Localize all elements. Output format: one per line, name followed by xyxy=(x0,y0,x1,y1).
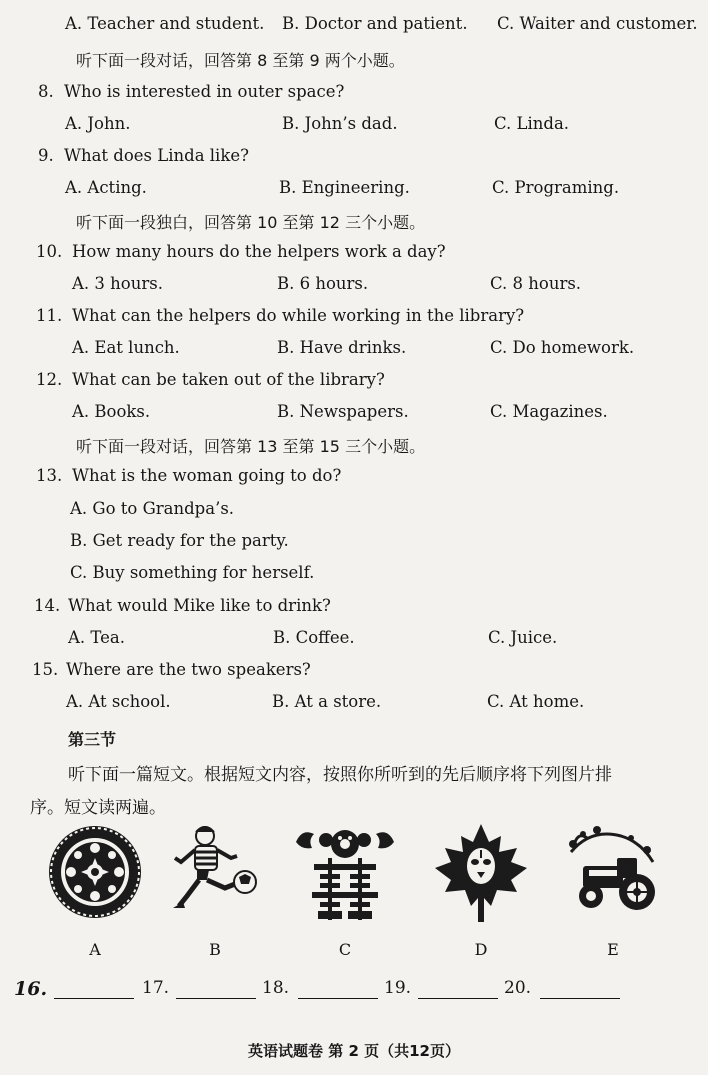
question-text: Who is interested in outer space? xyxy=(64,82,345,101)
q11-option-c[interactable]: C. Do homework. xyxy=(490,338,635,357)
boy-kicking-ball-icon xyxy=(165,822,265,922)
instruction-8-9: 听下面一段对话，回答第 8 至第 9 两个小题。 xyxy=(76,51,405,70)
picture-label: E xyxy=(607,940,619,959)
question-number: 13. xyxy=(36,466,63,485)
q12-option-a[interactable]: A. Books. xyxy=(72,402,151,421)
blank-17-input[interactable] xyxy=(176,998,256,999)
maple-leaf-papercut-icon xyxy=(431,822,531,926)
q13-option-b-row xyxy=(0,531,708,561)
picture-label: A xyxy=(89,940,101,959)
q8-option-c[interactable]: C. Linda. xyxy=(494,114,570,133)
q9-options xyxy=(0,178,708,208)
question-text: Where are the two speakers? xyxy=(66,660,311,679)
picture-b xyxy=(160,822,270,962)
question-15 xyxy=(0,660,708,690)
picture-label: C xyxy=(338,940,352,959)
question-14 xyxy=(0,596,708,626)
question-number: 12. xyxy=(36,370,63,389)
question-8 xyxy=(0,82,708,112)
section3-instruction: 听下面一篇短文。根据短文内容，按照你所听到的先后顺序将下列图片排 xyxy=(68,765,612,785)
question-text: What can be taken out of the library? xyxy=(72,370,385,389)
picture-e xyxy=(558,822,668,962)
blank-20-number: 20. xyxy=(504,978,532,998)
q8-option-b[interactable]: B. John’s dad. xyxy=(282,114,398,133)
q9-option-c[interactable]: C. Programing. xyxy=(492,178,620,197)
question-text: What is the woman going to do? xyxy=(72,466,342,485)
question-11 xyxy=(0,306,708,336)
q9-option-b[interactable]: B. Engineering. xyxy=(279,178,410,197)
question-text: What does Linda like? xyxy=(64,146,249,165)
q14-option-b[interactable]: B. Coffee. xyxy=(273,628,355,647)
q8-options xyxy=(0,114,708,144)
question-number: 15. xyxy=(32,660,59,679)
q11-option-a[interactable]: A. Eat lunch. xyxy=(72,338,180,357)
picture-a xyxy=(40,822,150,962)
answer-blanks xyxy=(0,978,708,1008)
q7-option-a[interactable]: A. Teacher and student. xyxy=(65,14,265,33)
tractor-papercut-icon xyxy=(561,822,665,922)
picture-row xyxy=(0,822,708,972)
q14-option-c[interactable]: C. Juice. xyxy=(488,628,558,647)
page-footer: 英语试题卷 第 2 页（共12页） xyxy=(248,1042,460,1060)
blank-20-input[interactable] xyxy=(540,998,620,999)
question-number: 10. xyxy=(36,242,63,261)
q13-option-a[interactable]: A. Go to Grandpa’s. xyxy=(70,499,235,518)
instruction-10-12: 听下面一段独白，回答第 10 至第 12 三个小题。 xyxy=(76,213,426,232)
blank-16-input[interactable] xyxy=(54,998,134,999)
question-number: 14. xyxy=(34,596,61,615)
q15-option-c[interactable]: C. At home. xyxy=(487,692,585,711)
q13-option-b[interactable]: B. Get ready for the party. xyxy=(70,531,289,550)
q8-option-a[interactable]: A. John. xyxy=(65,114,131,133)
q10-option-c[interactable]: C. 8 hours. xyxy=(490,274,582,293)
q10-option-b[interactable]: B. 6 hours. xyxy=(277,274,369,293)
question-number: 8. xyxy=(38,82,54,101)
blank-17-number: 17. xyxy=(142,978,170,998)
picture-c xyxy=(290,822,400,962)
q12-options xyxy=(0,402,708,432)
question-number: 11. xyxy=(36,306,63,325)
q9-option-a[interactable]: A. Acting. xyxy=(65,178,147,197)
q10-option-a[interactable]: A. 3 hours. xyxy=(72,274,163,293)
question-text: What can the helpers do while working in the library? xyxy=(72,306,525,325)
picture-label: B xyxy=(209,940,221,959)
q12-option-b[interactable]: B. Newspapers. xyxy=(277,402,409,421)
blank-19-input[interactable] xyxy=(418,998,498,999)
double-happiness-papercut-icon xyxy=(290,822,400,926)
q15-options xyxy=(0,692,708,722)
blank-18-number: 18. xyxy=(262,978,290,998)
q13-option-a-row xyxy=(0,499,708,529)
instruction-13-15: 听下面一段对话，回答第 13 至第 15 三个小题。 xyxy=(76,437,426,456)
question-13 xyxy=(0,466,708,496)
section3-title: 第三节 xyxy=(68,730,117,749)
question-9 xyxy=(0,146,708,176)
q14-option-a[interactable]: A. Tea. xyxy=(68,628,125,647)
q15-option-b[interactable]: B. At a store. xyxy=(272,692,382,711)
picture-d xyxy=(426,822,536,962)
blank-16-number: 16. xyxy=(14,978,48,1000)
q13-option-c-row xyxy=(0,563,708,593)
blank-18-input[interactable] xyxy=(298,998,378,999)
q12-option-c[interactable]: C. Magazines. xyxy=(490,402,608,421)
q15-option-a[interactable]: A. At school. xyxy=(66,692,171,711)
blank-19-number: 19. xyxy=(384,978,412,998)
question-text: How many hours do the helpers work a day? xyxy=(72,242,446,261)
question-text: What would Mike like to drink? xyxy=(68,596,331,615)
question-10 xyxy=(0,242,708,272)
q13-option-c[interactable]: C. Buy something for herself. xyxy=(70,563,315,582)
q7-options xyxy=(0,14,708,44)
q10-options xyxy=(0,274,708,304)
q7-option-b[interactable]: B. Doctor and patient. xyxy=(282,14,468,33)
question-12 xyxy=(0,370,708,400)
q7-option-c[interactable]: C. Waiter and customer. xyxy=(497,14,698,33)
question-number: 9. xyxy=(38,146,54,165)
q11-options xyxy=(0,338,708,368)
section3-instruction-cont: 序。短文读两遍。 xyxy=(30,798,166,818)
picture-label: D xyxy=(474,940,488,959)
q11-option-b[interactable]: B. Have drinks. xyxy=(277,338,407,357)
q14-options xyxy=(0,628,708,658)
round-papercut-icon xyxy=(45,822,145,922)
